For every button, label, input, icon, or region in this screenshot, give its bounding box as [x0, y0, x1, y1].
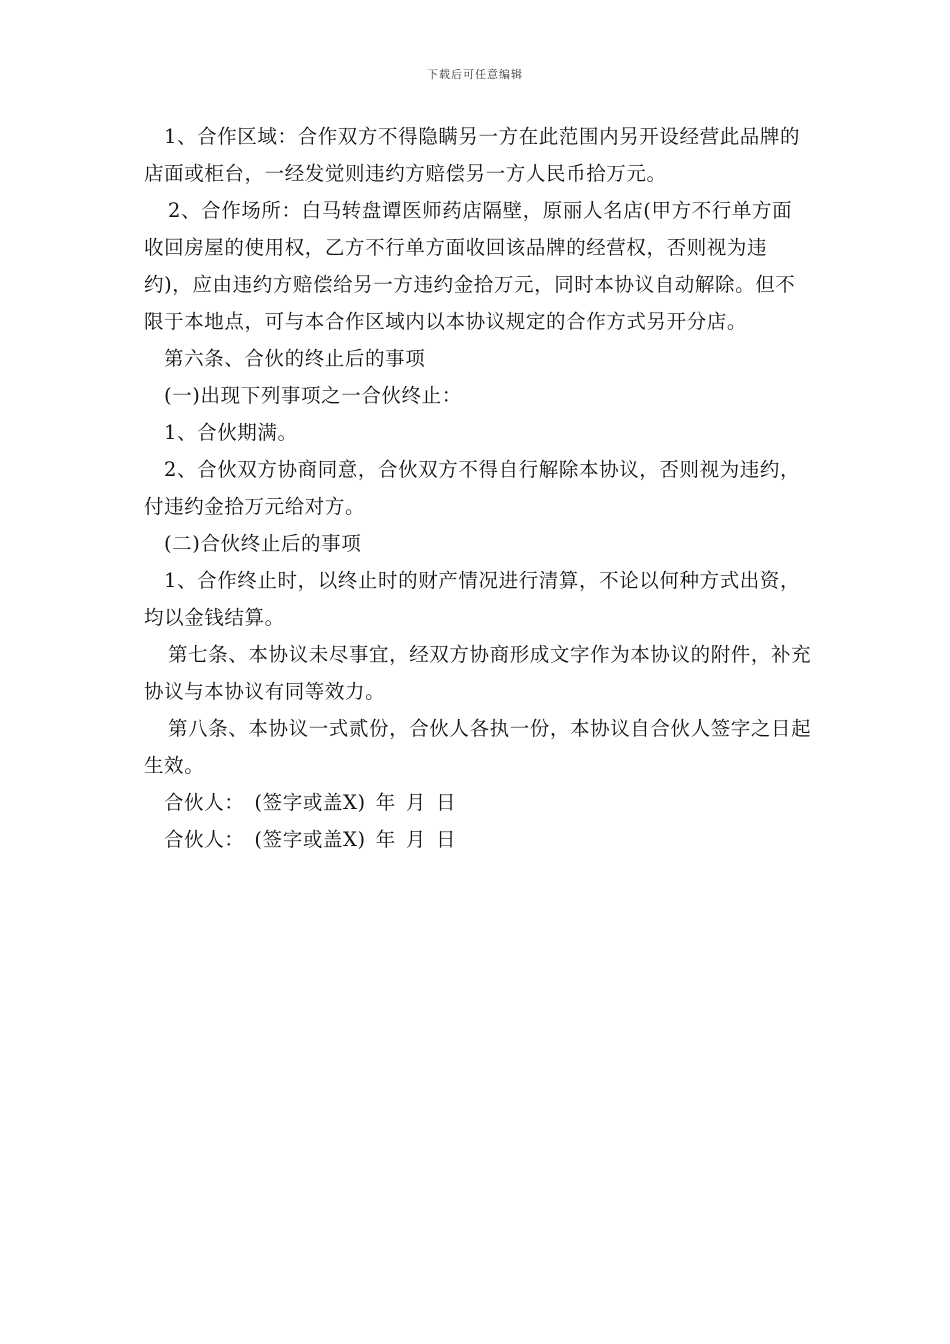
- post-termination-settlement: 1、合作终止时，以终止时的财产情况进行清算，不论以何种方式出资，均以金钱结算。: [144, 569, 801, 629]
- signature-placeholder: (签字或盖X): [254, 828, 366, 851]
- clause-cooperation-area: 1、合作区域：合作双方不得隐瞒另一方在此范围内另开设经营此品牌的店面或柜台，一经发觉则违约方赔偿另一方人民币拾万元。: [144, 125, 801, 185]
- signature-line: [144, 784, 812, 821]
- signature-day: 日: [435, 828, 457, 851]
- article-seven: 第七条、本协议未尽事宜，经双方协商形成文字作为本协议的附件，补充协议与本协议有同等效力。: [144, 643, 812, 703]
- document-body: [144, 118, 812, 858]
- termination-item-mutual-agreement: 2、合伙双方协商同意，合伙双方不得自行解除本协议，否则视为违约，付违约金拾万元给对方。: [144, 458, 801, 518]
- signature-line: [144, 821, 812, 858]
- termination-conditions-heading: (一)出现下列事项之一合伙终止：: [164, 384, 462, 407]
- termination-item-expiry: 1、合伙期满。: [164, 421, 298, 444]
- signature-label: 合伙人：: [164, 791, 245, 814]
- signature-month: 月: [405, 828, 426, 851]
- signature-month: 月: [405, 791, 426, 814]
- signature-placeholder: (签字或盖X): [254, 791, 366, 814]
- signature-day: 日: [435, 791, 457, 814]
- post-termination-heading: (二)合伙终止后的事项: [164, 532, 362, 555]
- article-six-heading: 第六条、合伙的终止后的事项: [164, 347, 426, 370]
- signature-label: 合伙人：: [164, 828, 245, 851]
- article-eight: 第八条、本协议一式贰份，合伙人各执一份，本协议自合伙人签字之日起生效。: [144, 717, 812, 777]
- signature-year: 年: [375, 791, 396, 814]
- clause-cooperation-site: 2、合作场所：白马转盘谭医师药店隔壁，原丽人名店(甲方不行单方面收回房屋的使用权，乙方不行单方面收回该品牌的经营权，否则视为违约)，应由违约方赔偿给另一方违约金拾万元，同时本协议自动解除。但不限于本地点，可与本合作区域内以本协议规定的合作方式另开分店。: [144, 199, 796, 333]
- page-header: 下载后可任意编辑: [427, 68, 523, 81]
- signature-year: 年: [375, 828, 396, 851]
